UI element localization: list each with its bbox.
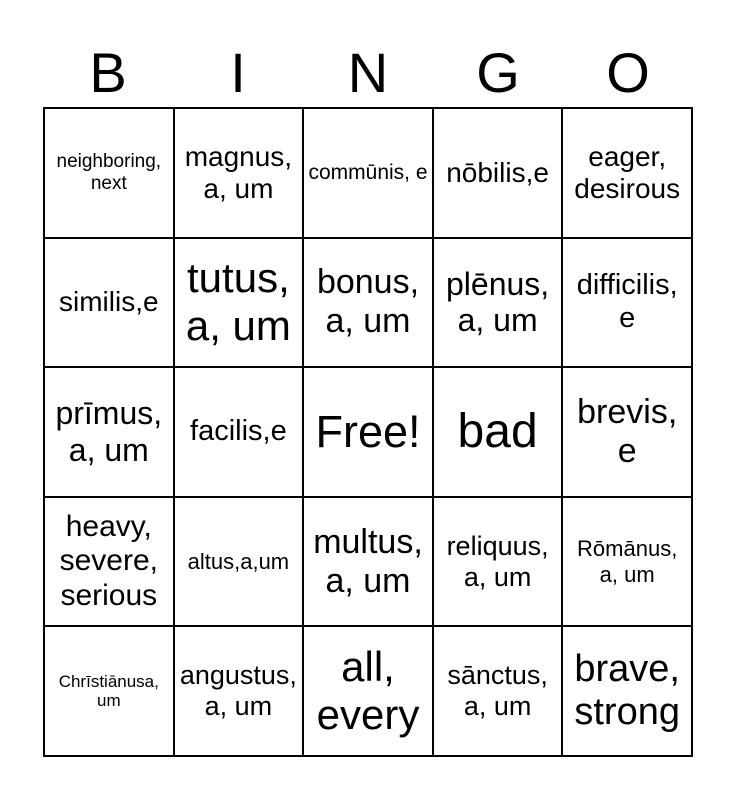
bingo-cell: Chrīstiānusa, um [44, 626, 174, 756]
bingo-cell: difficilis, e [562, 238, 692, 368]
bingo-cell: bad [433, 367, 563, 497]
bingo-cell: angustus, a, um [174, 626, 304, 756]
bingo-cell: bonus, a, um [303, 238, 433, 368]
bingo-cell: reliquus, a, um [433, 497, 563, 627]
bingo-cell: Rōmānus, a, um [562, 497, 692, 627]
bingo-cell: facilis,e [174, 367, 304, 497]
bingo-cell: commūnis, e [303, 108, 433, 238]
bingo-cell: sānctus, a, um [433, 626, 563, 756]
bingo-cell: similis,e [44, 238, 174, 368]
bingo-cell: tutus, a, um [174, 238, 304, 368]
bingo-cell: heavy, severe, serious [44, 497, 174, 627]
bingo-cell: magnus, a, um [174, 108, 304, 238]
bingo-cell: plēnus, a, um [433, 238, 563, 368]
bingo-cell: nōbilis,e [433, 108, 563, 238]
header-letter-n: N [347, 41, 389, 104]
header-letter-b: B [89, 41, 127, 104]
bingo-cell: neighboring, next [44, 108, 174, 238]
bingo-cell: multus, a, um [303, 497, 433, 627]
bingo-cell: prīmus, a, um [44, 367, 174, 497]
free-space: Free! [303, 367, 433, 497]
bingo-cell: altus,a,um [174, 497, 304, 627]
bingo-header [43, 38, 693, 108]
bingo-board [43, 107, 693, 757]
bingo-cell: brevis, e [562, 367, 692, 497]
header-letter-i: I [230, 41, 246, 104]
header-letter-g: G [476, 41, 520, 104]
bingo-cell: eager, desirous [562, 108, 692, 238]
bingo-cell: brave, strong [562, 626, 692, 756]
header-letter-o: O [606, 41, 650, 104]
bingo-cell: all, every [303, 626, 433, 756]
